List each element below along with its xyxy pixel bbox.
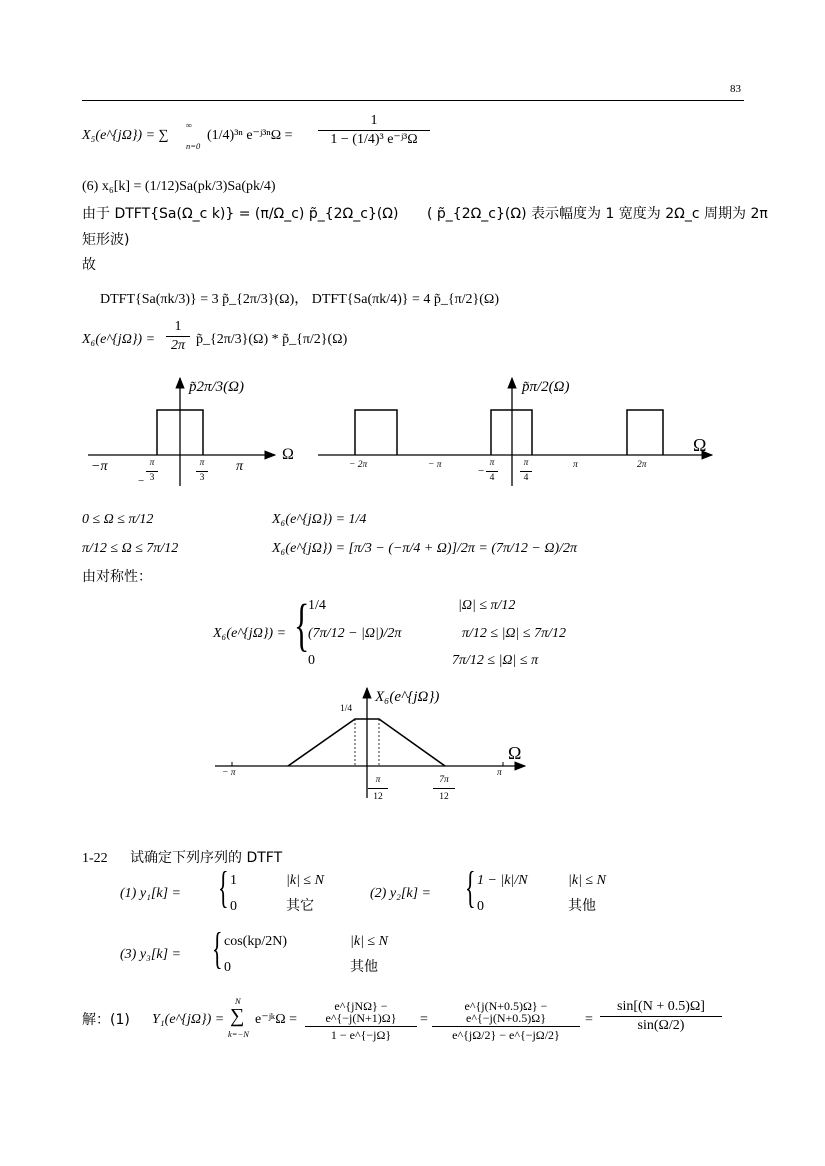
plot-c-tick-pi: π: [497, 768, 502, 778]
y1-label: (1) y₁[k] =: [120, 886, 181, 901]
y1-cond-1: |k| ≤ N: [286, 873, 324, 888]
since-line-b: ( p̃_{2Ω_c}(Ω) 表示幅度为 1 宽度为 2Ω_c 周期为 2π: [427, 206, 768, 222]
plot-b-tick-2pi: 2π: [637, 460, 647, 470]
y2-val-2: 0: [477, 899, 484, 914]
y3-cond-1: |k| ≤ N: [350, 934, 388, 949]
solution-sum-symbol: ∑: [230, 1005, 245, 1027]
x5-num: 1: [370, 113, 378, 128]
piecewise-val-2: (7π/12 − |Ω|)/2π: [308, 626, 402, 641]
plot-a-tick-pi3: π 3: [196, 459, 208, 483]
case1-range: 0 ≤ Ω ≤ π/12: [82, 512, 154, 527]
x6-lhs: X₆(e^{jΩ}) =: [82, 332, 156, 347]
y3-val-1: cos(kp/2N): [224, 934, 287, 949]
y2-label: (2) y₂[k] =: [370, 886, 431, 901]
y2-brace: {: [465, 863, 476, 912]
solution-label: 解：(1): [82, 1012, 130, 1028]
plot-b-pulse-right: [627, 410, 663, 455]
plot-b-title: p̃π/2(Ω): [522, 379, 570, 395]
solution-frac-1: e^{jNΩ} − e^{−j(N+1)Ω} 1 − e^{−jΩ}: [305, 1000, 417, 1041]
solution-eq-2: =: [420, 1012, 428, 1027]
solution-frac-2: e^{j(N+0.5)Ω} − e^{−j(N+0.5)Ω} e^{jΩ/2} − e^{−jΩ/2}: [432, 1000, 580, 1041]
case2-range: π/12 ≤ Ω ≤ 7π/12: [82, 541, 179, 556]
y3-label: (3) y₃[k] =: [120, 947, 181, 962]
case1-eq: X₆(e^{jΩ}) = 1/4: [272, 512, 367, 527]
plot-a-minus-sign: −: [138, 475, 145, 487]
problem-number: 1-22: [82, 851, 108, 866]
x6-rhs: p̃_{2π/3}(Ω) * p̃_{π/2}(Ω): [196, 332, 348, 347]
y1-brace: {: [218, 863, 229, 912]
plot-b: [318, 378, 712, 486]
piecewise-cond-2: π/12 ≤ |Ω| ≤ 7π/12: [462, 626, 566, 641]
plot-c-axis-label: Ω: [508, 743, 522, 763]
plot-c-tick-pi12: π 12: [368, 776, 388, 802]
plot-b-minus-sign: −: [478, 465, 485, 477]
solution-eq-3: =: [585, 1012, 593, 1027]
plot-b-axis-label: Ω: [693, 435, 707, 455]
piecewise-cond-1: |Ω| ≤ π/12: [458, 598, 516, 613]
x5-sum-sub: n=0: [186, 141, 201, 151]
plot-b-tick-neg-2pi: − 2π: [349, 460, 368, 470]
symmetry-label: 由对称性：: [82, 569, 152, 585]
y1-val-2: 0: [230, 899, 237, 914]
plot-a-title: p̃2π/3(Ω): [189, 379, 245, 395]
piecewise-lhs: X₆(e^{jΩ}) =: [213, 626, 287, 641]
y3-brace: {: [212, 924, 223, 973]
case2-eq: X₆(e^{jΩ}) = [π/3 − (−π/4 + Ω)]/2π = (7π/12 − Ω)/2π: [272, 541, 578, 556]
plot-b-tick-neg-pi: − π: [428, 460, 442, 470]
plot-b-pulse-left: [355, 410, 397, 455]
plot-a-tick-neg-pi: −π: [91, 459, 108, 474]
plot-b-tick-pi: π: [573, 460, 578, 470]
dtft-line: DTFT{Sa(πk/3)} = 3 p̃_{2π/3}(Ω)， DTFT{Sa(πk/4)} = 4 p̃_{π/2}(Ω): [100, 292, 499, 307]
solution-term: e⁻ʲᵏΩ =: [255, 1012, 297, 1027]
plot-c-tick-neg-pi: − π: [222, 768, 236, 778]
problem-text: 试确定下列序列的 DTFT: [130, 850, 283, 866]
plot-a-tick-pi: π: [236, 459, 244, 474]
plot-b-tick-neg-pi4: π 4: [486, 459, 498, 483]
plot-c-title: X₆(e^{jΩ}): [375, 689, 440, 705]
solution-sum-sub: k=−N: [228, 1029, 249, 1039]
piecewise-cond-3: 7π/12 ≤ |Ω| ≤ π: [452, 653, 539, 668]
item6-line: (6) x₆[k] = (1/12)Sa(pk/3)Sa(pk/4): [82, 179, 276, 194]
since-line-c: 矩形波): [82, 232, 130, 248]
x5-body: (1/4)³ⁿ e⁻ʲ³ⁿΩ =: [207, 128, 293, 143]
page-number: 83: [730, 83, 741, 95]
y1-cond-2: 其它: [286, 898, 314, 914]
plot-c-level: 1/4: [340, 704, 353, 714]
plot-a-tick-neg-pi3: π 3: [146, 459, 158, 483]
y2-cond-1: |k| ≤ N: [568, 873, 606, 888]
plot-b-tick-pi4: π 4: [520, 459, 532, 483]
piecewise-brace: {: [294, 592, 310, 657]
x5-lhs: X₅(e^{jΩ}) = ∑: [82, 128, 169, 143]
x5-sum-sup: ∞: [186, 120, 193, 130]
since-line-a: 由于 DTFT{Sa(Ω_c k)} = (π/Ω_c) p̃_{2Ω_c}(Ω): [82, 206, 399, 222]
y2-val-1: 1 − |k|/N: [477, 873, 528, 888]
solution-sum-sup: N: [235, 996, 241, 1006]
x5-den: 1 − (1/4)³ e⁻ʲ³Ω: [330, 132, 418, 147]
plot-c-tick-7pi12: 7π 12: [433, 776, 455, 802]
plot-a-axis-label: Ω: [282, 446, 294, 463]
x6-den: 2π: [170, 338, 185, 353]
piecewise-val-3: 0: [308, 653, 315, 668]
x6-num: 1: [174, 319, 182, 334]
y2-cond-2: 其他: [568, 898, 596, 914]
solution-lhs: Y₁(e^{jΩ}) =: [152, 1012, 225, 1027]
plot-a: [88, 378, 275, 486]
therefore-label: 故: [82, 257, 96, 273]
piecewise-val-1: 1/4: [308, 598, 326, 613]
y3-val-2: 0: [224, 960, 231, 975]
y3-cond-2: 其他: [350, 959, 378, 975]
y1-val-1: 1: [230, 873, 237, 888]
solution-frac-3: sin[(N + 0.5)Ω] sin(Ω/2): [600, 1000, 722, 1033]
